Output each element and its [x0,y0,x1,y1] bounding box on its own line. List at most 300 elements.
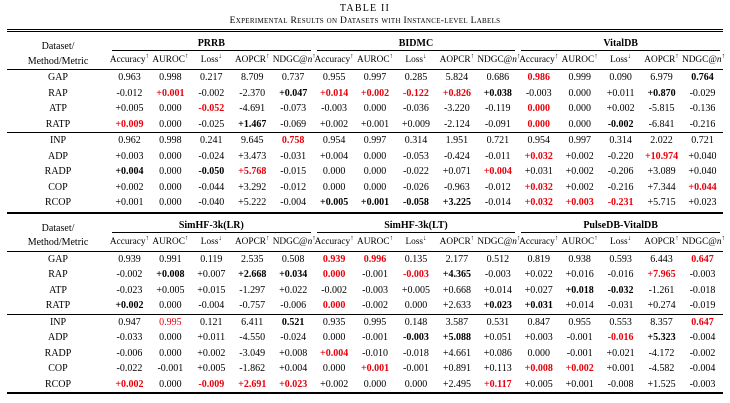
metric-label: AOPCR [439,55,471,66]
metric-value: +0.003 [565,197,594,209]
metric-value: -5.815 [648,103,675,115]
method-label: ATP [49,103,67,115]
metric-value: -0.058 [403,197,429,209]
arrow-up-icon: ↑ [594,52,598,61]
metric-value: 0.995 [150,314,191,330]
method-label: RATP [45,118,71,130]
metric-header [600,51,641,70]
metric-value: -0.002 [198,87,225,99]
dataset-method-corner-cell [7,31,109,70]
metric-label: Loss [610,236,628,247]
method-label: RCOP [44,378,72,390]
metric-value: -1.261 [648,284,675,296]
metric-header [273,233,314,252]
results-table-1 [7,29,726,211]
metric-header [396,233,437,252]
metric-value: +3.225 [442,197,471,209]
metric-value: 0.758 [273,133,314,149]
metric-value: +5.222 [238,197,267,209]
metric-value: 0.000 [363,181,387,193]
metric-value: +2.633 [442,300,471,312]
metric-label: NDGC@ [682,55,717,66]
metric-value: +0.003 [524,332,553,344]
metric-value: +0.004 [483,166,512,178]
metric-label: Loss [200,55,219,66]
metric-header [641,233,682,252]
metric-value: +0.014 [320,87,349,99]
method-label: COP [48,181,68,193]
metric-value: +0.002 [606,103,635,115]
metric-label-italic: n [716,55,722,66]
metric-value: -0.040 [198,197,225,209]
metric-value: -0.023 [116,284,143,296]
metric-value: +0.274 [647,300,676,312]
metric-value: -0.216 [689,118,716,130]
corner-line-dataset: Dataset/ [41,41,75,53]
metric-label: Accuracy [109,55,146,66]
metric-value: +2.495 [442,378,471,390]
metric-header [232,233,273,252]
table-row [7,86,723,102]
method-label: RAP [48,87,68,99]
table-row [7,101,723,117]
metric-value: -0.001 [403,363,429,375]
metric-header [109,233,150,252]
table-row [7,330,723,346]
metric-value: -0.053 [403,150,429,162]
metric-value: -0.025 [198,118,225,130]
arrow-up-icon: ↑ [265,52,270,61]
metric-value: 0.000 [322,269,346,281]
metric-value: 2.022 [641,133,682,149]
metric-header [191,51,232,70]
metric-value: -0.010 [362,347,388,359]
metric-label: Accuracy [314,236,351,247]
metric-value: -0.004 [198,300,225,312]
metric-value: -0.004 [280,197,307,209]
arrow-down-icon: ↓ [422,52,427,61]
metric-value: 0.955 [559,314,600,330]
table-row [7,283,723,299]
metric-value: -0.002 [607,118,634,130]
arrow-down-icon: ↓ [218,233,222,242]
metric-value: -0.050 [198,166,225,178]
metric-value: 0.508 [281,253,305,265]
table-row [7,361,723,377]
metric-value: -0.424 [443,150,470,162]
metric-value: 0.647 [691,253,714,265]
metric-value: +0.007 [197,269,226,281]
metric-value: +0.023 [279,378,308,390]
metric-value: 0.593 [609,253,632,265]
metric-value: +0.009 [115,118,144,130]
metric-value: 0.521 [273,314,314,330]
metric-value: 0.686 [486,72,510,84]
arrow-up-icon: ↑ [145,52,150,61]
method-label: RADP [44,347,72,359]
table-header [7,213,726,252]
metric-label: Loss [610,55,628,66]
metric-value: -4.550 [239,332,266,344]
metric-value: +0.005 [156,284,185,296]
arrow-up-icon: ↑ [312,233,316,242]
metric-value: -2.124 [443,118,470,130]
metric-value: 0.121 [191,314,232,330]
metric-value: -0.003 [403,332,429,344]
metric-value: -0.002 [116,269,143,281]
metric-label: NDGC@ [272,55,308,66]
metric-header [600,233,641,252]
metric-value: -0.003 [403,269,429,281]
metric-value: 0.090 [609,72,632,84]
metric-value: +2.668 [238,269,267,281]
metric-value: -0.003 [484,269,511,281]
metric-label-italic: n [716,236,722,247]
metric-value: -0.018 [689,284,716,296]
metric-value: +0.034 [279,269,308,281]
metric-value: -0.016 [607,269,634,281]
metric-value: +0.005 [115,103,144,115]
metric-value: +0.011 [606,87,635,99]
metric-value: 0.000 [527,347,550,359]
metric-label: AUROC [152,55,185,66]
arrow-up-icon: ↑ [516,52,521,61]
metric-value: +0.023 [483,300,512,312]
metric-value: 0.998 [150,133,191,149]
metric-value: -0.003 [362,284,388,296]
metric-value: -0.001 [362,332,388,344]
metric-value: 0.000 [568,118,591,130]
metric-value: -0.206 [607,166,634,178]
metric-value: +0.040 [688,150,717,162]
metric-value: +0.005 [401,284,431,296]
dataset-group-label: PRRB [112,38,311,51]
corner-line-method-metric: Method/Metric [27,237,89,249]
metric-value: +0.001 [115,197,144,209]
metric-value: +4.661 [442,347,471,359]
dataset-group-cell [314,31,519,52]
metric-value: -0.001 [566,332,593,344]
arrow-up-icon: ↑ [675,52,679,61]
metric-value: 0.000 [159,103,182,115]
group-header-row [7,213,723,233]
metric-value: +0.071 [442,166,471,178]
metric-value: 3.587 [436,314,477,330]
metric-value: 0.285 [404,72,428,84]
metric-value: +5.715 [647,197,676,209]
table-row [7,346,723,362]
metric-value: -4.172 [648,347,675,359]
metric-value: -0.022 [116,363,143,375]
metric-value: 6.443 [650,253,673,265]
metric-value: +0.027 [524,284,553,296]
dataset-method-corner-cell [7,213,109,252]
dataset-group-cell [109,213,314,233]
metric-value: 0.000 [159,181,182,193]
table-title-block [0,0,730,26]
metric-value: +0.021 [606,347,635,359]
metric-value: +5.323 [647,332,676,344]
metric-value: +0.668 [442,284,471,296]
arrow-up-icon: ↑ [389,233,394,242]
metric-value: -0.004 [689,332,716,344]
metric-value: +0.005 [524,378,553,390]
metric-value: +4.365 [442,269,471,281]
arrow-up-icon: ↑ [675,233,679,242]
metric-header [355,233,396,252]
arrow-up-icon: ↑ [554,52,559,61]
metric-value: 0.000 [322,166,346,178]
metric-value: 0.999 [568,72,591,84]
metric-value: +0.002 [320,378,349,390]
metric-header [314,51,355,70]
metric-value: +0.004 [320,150,349,162]
metric-value: 0.000 [322,363,346,375]
metric-value: 0.512 [486,253,510,265]
metric-value: +1.525 [647,378,676,390]
metric-value: +0.014 [483,284,512,296]
metric-header [681,233,726,252]
metric-value: +0.016 [565,269,594,281]
metric-value: 5.824 [445,72,469,84]
metric-value: 0.939 [322,253,346,265]
arrow-up-icon: ↑ [184,52,189,61]
table-row [7,117,723,133]
metric-value: -0.031 [607,300,634,312]
metric-value: 0.119 [200,253,223,265]
metric-header [518,233,559,252]
metric-value: 0.553 [600,314,641,330]
metric-value: -0.014 [484,197,511,209]
metric-label: Accuracy [519,55,555,66]
table-row [7,298,723,314]
metric-value: 0.954 [314,133,355,149]
arrow-down-icon: ↓ [423,233,427,242]
arrow-up-icon: ↑ [721,233,726,242]
metric-value: -0.006 [280,300,307,312]
metric-label-italic: n [307,55,313,66]
metric-value: -0.963 [443,181,470,193]
table-row [7,149,723,165]
metric-value: 0.764 [691,72,714,84]
metric-value: -0.036 [403,103,429,115]
metric-value: -0.012 [484,181,511,193]
metric-value: 0.954 [518,133,559,149]
metric-value: -0.024 [280,332,307,344]
arrow-down-icon: ↓ [218,52,222,61]
dataset-group-cell [109,31,314,52]
metric-value: 0.000 [159,150,182,162]
arrow-up-icon: ↑ [265,233,270,242]
metric-value: -0.122 [403,87,429,99]
table-caption: Experimental Results on Datasets with Instance-level Labels [229,15,501,26]
metric-value: +0.023 [688,197,717,209]
corner-line-method-metric: Method/Metric [27,55,89,67]
metric-value: -0.032 [607,284,634,296]
metric-value: +0.038 [483,87,512,99]
metric-value: 0.314 [395,133,436,149]
table-row [7,377,723,394]
metric-value: -0.231 [607,197,634,209]
metric-value: 0.939 [118,253,141,265]
metric-label: NDGC@ [272,236,308,247]
metric-value: +0.014 [565,300,594,312]
metric-value: 0.000 [159,166,182,178]
metric-value: 0.997 [559,133,600,149]
arrow-up-icon: ↑ [350,52,354,61]
metric-value: 0.935 [314,314,355,330]
metric-value: +0.002 [115,378,144,390]
metric-value: 0.000 [568,103,591,115]
metric-value: -0.015 [280,166,307,178]
method-label: INP [7,133,109,149]
metric-label-italic: n [512,55,517,66]
metric-value: 0.148 [396,314,437,330]
metric-value: 0.955 [322,72,346,84]
metric-value: +0.002 [360,87,390,99]
metric-value: -0.031 [280,150,307,162]
table-row [7,251,723,267]
metric-value: +2.691 [238,378,267,390]
metric-value: 0.721 [682,133,723,149]
metric-value: +7.344 [647,181,676,193]
metric-value: -0.091 [484,118,511,130]
method-label: RATP [45,300,71,312]
table-number: TABLE II [339,3,391,14]
method-label: RADP [44,166,72,178]
metric-label: Accuracy [314,55,351,66]
metric-header [273,51,314,70]
metric-value: +10.974 [644,150,679,162]
method-label: ADP [47,150,68,162]
metric-value: 9.645 [232,133,273,149]
table-row [7,180,723,196]
metric-value: 0.135 [404,253,428,265]
metric-label: NDGC@ [477,55,513,66]
metric-value: 0.991 [159,253,182,265]
arrow-up-icon: ↑ [470,52,475,61]
metric-value: +0.005 [320,197,349,209]
metric-label: AOPCR [644,236,676,247]
metric-value: -3.049 [239,347,266,359]
metric-value: +3.292 [238,181,267,193]
arrow-up-icon: ↑ [721,52,726,61]
table-body [7,70,723,211]
metric-value: -6.841 [648,118,675,130]
method-label: COP [48,363,68,375]
metric-value: 0.998 [159,72,182,84]
metric-label: AUROC [357,236,390,247]
metric-value: +0.051 [483,332,512,344]
metric-header [682,51,726,70]
arrow-up-icon: ↑ [184,233,189,242]
arrow-up-icon: ↑ [470,233,475,242]
metric-value: -0.019 [689,300,716,312]
metric-header-row [7,233,723,252]
metric-label: AOPCR [439,236,471,247]
metric-value: -0.044 [198,181,225,193]
metric-value: 0.000 [404,378,428,390]
method-label: INP [7,314,109,330]
method-label: ATP [49,284,67,296]
metric-value: 0.314 [600,133,641,149]
metric-value: 0.997 [363,72,387,84]
metric-value: +0.003 [115,150,144,162]
table-body [7,251,723,393]
method-label: ADP [47,332,68,344]
metric-value: 0.000 [363,150,387,162]
metric-value: -0.119 [485,103,511,115]
metric-value: -1.297 [239,284,266,296]
metric-label: NDGC@ [681,236,717,247]
metric-value: +0.032 [524,197,553,209]
metric-value: +0.001 [360,118,390,130]
metric-label: AUROC [152,236,185,247]
metric-value: -0.003 [689,269,716,281]
metric-header [559,51,600,70]
metric-value: +0.113 [483,363,512,375]
metric-value: -0.022 [403,166,429,178]
metric-value: -0.018 [403,347,429,359]
metric-value: +3.473 [238,150,267,162]
table-header [7,31,726,70]
metric-value: 0.647 [682,314,723,330]
metric-label: AUROC [561,55,595,66]
metric-value: 0.000 [568,87,591,99]
metric-value: 0.000 [159,347,182,359]
metric-value: 0.997 [355,133,396,149]
metric-value: 0.995 [355,314,396,330]
metric-value: -0.002 [321,284,348,296]
metric-value: -0.220 [607,150,634,162]
metric-value: +0.891 [442,363,471,375]
metric-label: Loss [405,55,423,66]
metric-value: 0.996 [363,253,387,265]
metric-value: -0.009 [198,378,225,390]
metric-label: Accuracy [519,236,555,247]
metric-value: +0.002 [320,118,349,130]
metric-value: 0.000 [322,181,346,193]
metric-value: 0.531 [477,314,518,330]
metric-value: 0.000 [322,332,346,344]
metric-value: -4.582 [648,363,675,375]
arrow-up-icon: ↑ [350,233,354,242]
metric-value: -0.011 [485,150,511,162]
table-row [7,70,723,86]
metric-value: -0.012 [280,181,307,193]
metric-label-italic: n [307,236,313,247]
metric-value: +0.015 [197,284,226,296]
metric-value: 0.000 [404,300,428,312]
metric-header [191,233,232,252]
dataset-group-label: PulseDB-VitalDB [521,220,720,233]
metric-value: -0.001 [157,363,184,375]
metric-label: AUROC [357,55,390,66]
metric-value: +0.870 [647,87,676,99]
metric-value: 0.962 [109,133,150,149]
metric-value: -0.216 [607,181,634,193]
arrow-up-icon: ↑ [145,233,150,242]
metric-value: +0.031 [524,166,553,178]
metric-value: 0.963 [118,72,141,84]
metric-value: +0.005 [197,363,226,375]
metric-value: 0.947 [109,314,150,330]
metric-value: -0.002 [689,347,716,359]
metric-value: 0.000 [159,332,182,344]
dataset-group-label: VitalDB [521,38,720,51]
metric-value: -0.003 [525,87,552,99]
metric-value: +0.086 [483,347,512,359]
